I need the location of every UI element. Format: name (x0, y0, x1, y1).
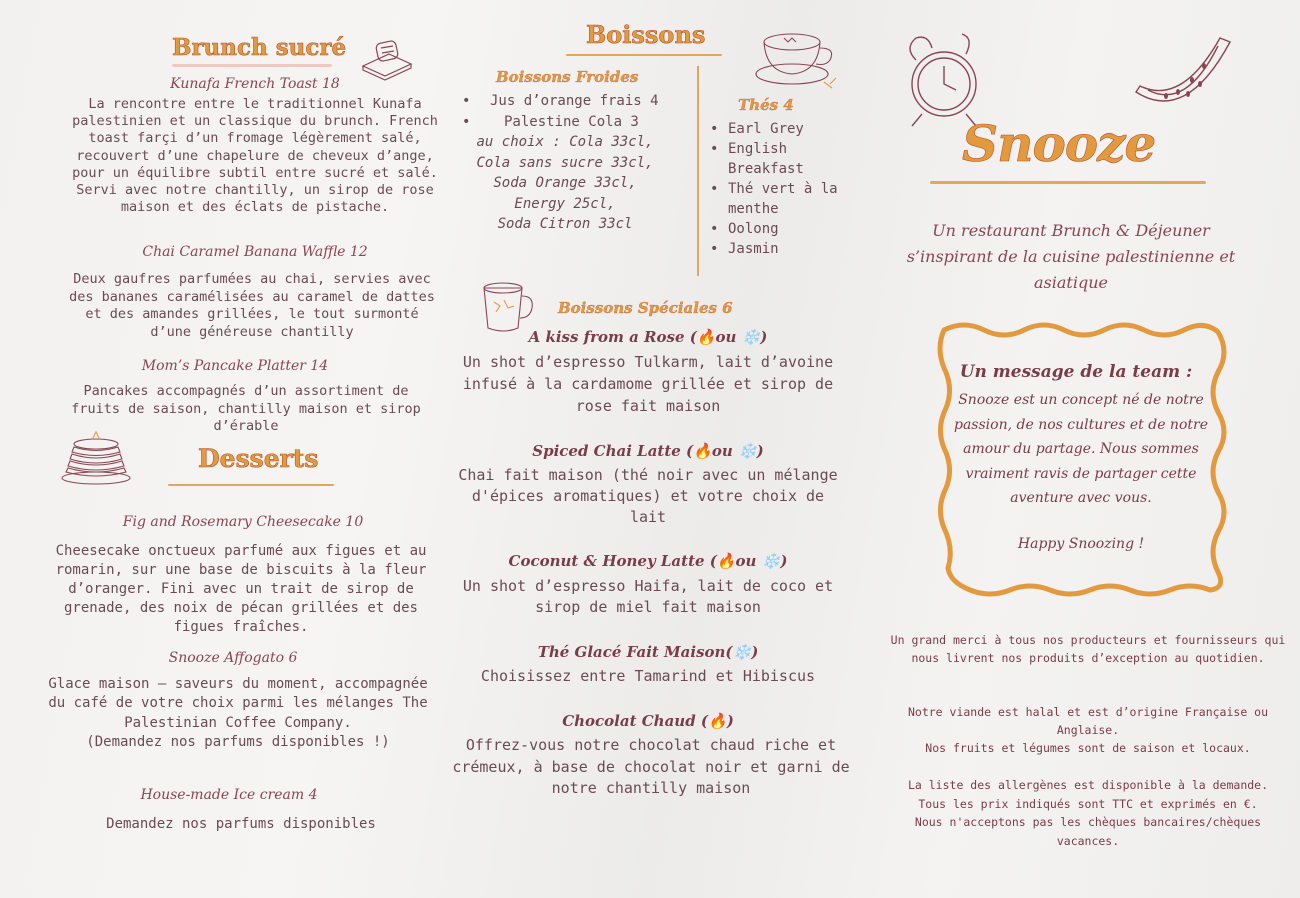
the-item: • Thé vert à la menthe (708, 179, 838, 219)
speciale-name: Thé Glacé Fait Maison(❄️) (537, 643, 759, 661)
the-item: • Earl Grey (708, 119, 838, 139)
message-body: Snooze est un concept né de notre passion, de nos cultures et de notre amour du partage. Nous sommes vraiment ravis de partager cette aventure avec vous. (954, 392, 1208, 506)
dessert-name: Fig and Rosemary Cheesecake 10 (122, 514, 364, 530)
speciale-name: Chocolat Chaud (🔥) (562, 712, 734, 730)
dessert-desc-text: (Demandez nos parfums disponibles !) (86, 733, 390, 750)
speciale-desc: Un shot d’espresso Tulkarm, lait d’avoine infusé à la cardamome grillée et sirop de rose fait maison (462, 353, 834, 415)
dessert-desc: Cheesecake onctueux parfumé aux figues et au romarin, sur une base de biscuits à la fleur d’oranger. Fini avec un trait de sirop de grenade, des noix de pécan grillées et des figues fraîches. (55, 543, 427, 635)
menu-item-desc: Deux gaufres parfumées au chai, servies avec des bananes caramélisées au caramel de dattes et des amandes grillées, le tout surmonté d’une généreuse chantilly (69, 271, 435, 340)
froides-item: • Jus d’orange frais 4 (460, 91, 700, 112)
the-item: • Jasmin (708, 239, 838, 259)
brunch-title: Brunch sucré (172, 34, 347, 61)
thes-list (708, 119, 838, 259)
logo-underline (930, 181, 1206, 184)
dessert-name: House-made Ice cream 4 (140, 787, 318, 803)
note-line: Nous n'acceptons pas les chèques bancaires/chèques vacances. (914, 815, 1262, 848)
thes-title: Thés 4 (738, 96, 794, 114)
the-item: • Oolong (708, 219, 838, 239)
boissons-title: Boissons (586, 20, 706, 49)
dessert-desc: Demandez nos parfums disponibles (106, 816, 376, 832)
speciale-desc: Un shot d’espresso Haifa, lait de coco et sirop de miel fait maison (462, 577, 834, 616)
choice-line: Soda Orange 33cl, (493, 175, 637, 191)
desserts-title: Desserts (198, 444, 319, 473)
message-sign: Happy Snoozing ! (1017, 536, 1145, 552)
speciale-name: A kiss from a Rose (🔥ou ❄️) (528, 328, 768, 346)
menu-item-name: Mom’s Pancake Platter 14 (141, 358, 329, 374)
menu-item-desc (66, 96, 444, 216)
speciale-desc: Offrez-vous notre chocolat chaud riche et crémeux, à base de chocolat noir et garni de notre chantilly maison (452, 736, 850, 797)
choice-line: Energy 25cl, (514, 195, 616, 212)
menu-item-name: Chai Caramel Banana Waffle 12 (142, 244, 368, 260)
menu-item-desc-text: Servi avec notre chantilly, un sirop de rose maison et des éclats de pistache. (76, 182, 434, 216)
choice-line: Cola sans sucre 33cl, (476, 154, 654, 171)
note-line: Nos fruits et légumes sont de saison et locaux. (925, 741, 1251, 755)
dessert-name: Snooze Affogato 6 (168, 650, 298, 666)
speciales-title: Boissons Spéciales 6 (558, 299, 733, 317)
note-line: La liste des allergènes est disponible à la demande. (907, 778, 1269, 792)
snooze-logo: Snooze (962, 114, 1156, 173)
brunch-title-underline (172, 64, 332, 67)
menu-item-desc: Pancakes accompagnés d’un assortiment de fruits de saison, chantilly maison et sirop d’érable (71, 383, 421, 434)
speciale-desc: Choisissez entre Tamarind et Hibiscus (480, 667, 816, 685)
speciale-name: Spiced Chai Latte (🔥ou ❄️) (532, 442, 764, 460)
pancake-stack-icon (58, 428, 134, 486)
teacup-icon (750, 22, 842, 96)
tagline: Un restaurant Brunch & Déjeuner s’inspirant de la cuisine palestinienne et asiatique (906, 221, 1236, 292)
boissons-underline (566, 54, 722, 56)
froides-list (460, 91, 700, 235)
watermelon-icon (1130, 34, 1242, 126)
speciale-desc: Chai fait maison (thé noir avec un mélange d'épices aromatiques) et votre choix de lait (458, 466, 838, 526)
froides-item: • Palestine Cola 3 (460, 112, 700, 133)
choice-line: au choix : Cola 33cl, (476, 134, 654, 150)
froides-title: Boissons Froides (496, 68, 639, 86)
the-item: • English Breakfast (708, 139, 838, 179)
choice-line: Soda Citron 33cl (497, 216, 633, 232)
note-origin (890, 703, 1286, 757)
note-line: Tous les prix indiqués sont TTC et exprimés en €. (918, 796, 1258, 811)
boissons-divider (697, 66, 699, 276)
dessert-desc (46, 675, 430, 752)
note-line: Notre viande est halal et est d’origine Française ou Anglaise. (907, 705, 1269, 737)
speciale-name: Coconut & Honey Latte (🔥ou ❄️) (508, 552, 788, 570)
desserts-underline (168, 484, 334, 486)
message-title: Un message de la team : (959, 362, 1193, 382)
menu-item-name: Kunafa French Toast 18 (170, 76, 340, 92)
dessert-desc-text: Glace maison – saveurs du moment, accompagnée du café de votre choix parmi les mélanges The Palestinian Coffee Company. (48, 676, 428, 731)
note-legal (890, 776, 1286, 850)
note-thanks: Un grand merci à tous nos producteurs et fournisseurs qui nous livrent nos produits d’exception au quotidien. (890, 633, 1286, 665)
menu-item-desc-text: La rencontre entre le traditionnel Kunafa palestinien et un classique du brunch. French toast farçi d’un fromage légèrement salé, recouvert d’une chapelure de cheveux d’ange, pour un équilibre subtil entre sucré et salé. (72, 96, 438, 181)
